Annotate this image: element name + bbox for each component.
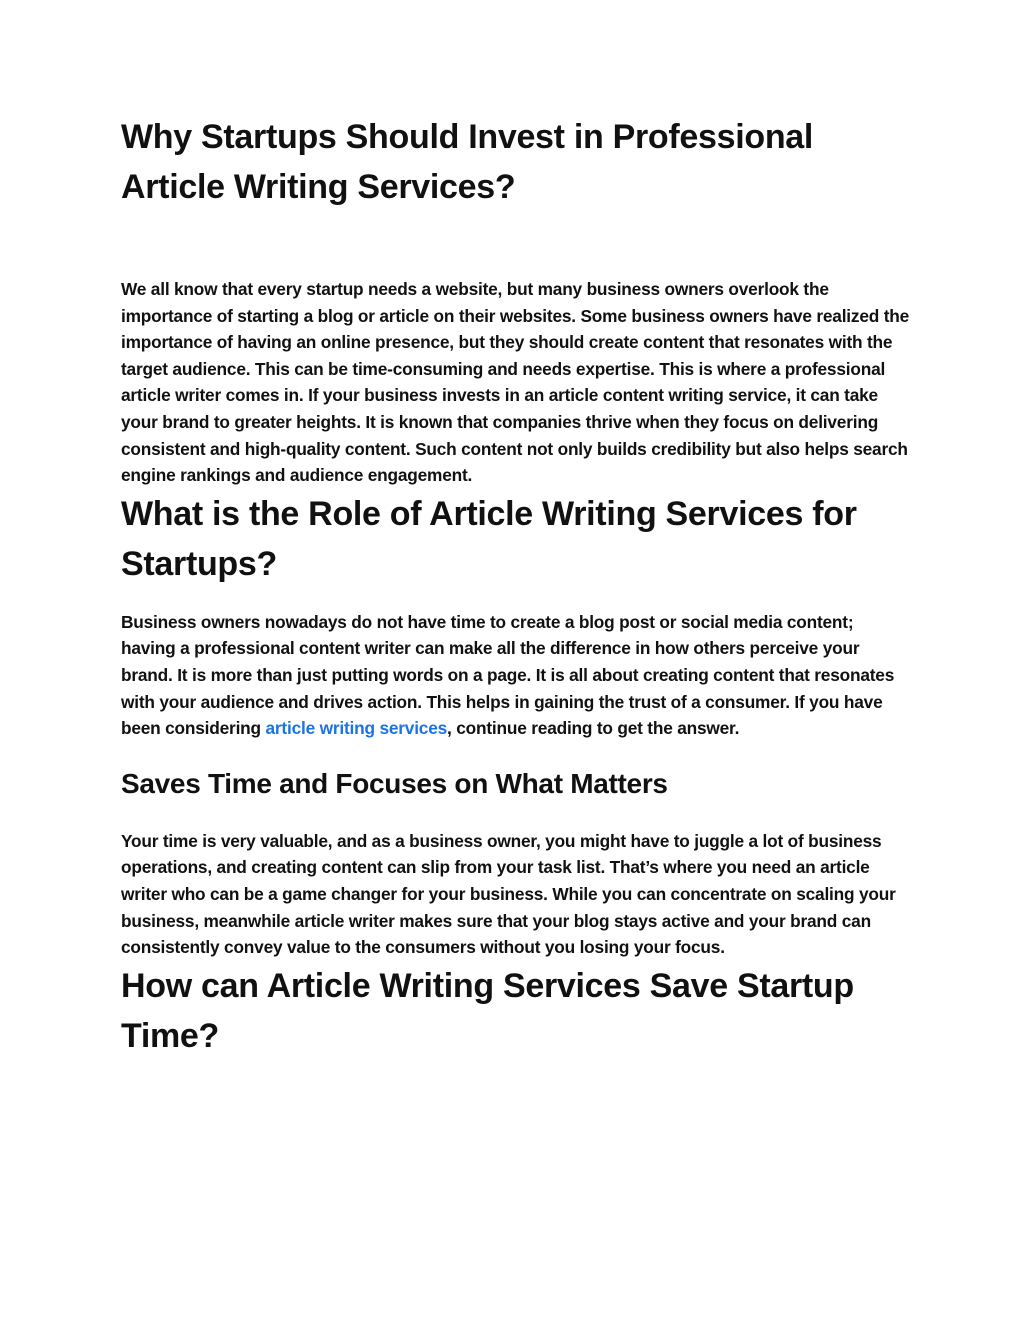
intro-paragraph: We all know that every startup needs a website, but many business owners overlook the importance of starting a blog or article on their websites. Some business owners have realized the importance of having an online presence, but they should create content that resonates with the target audience. This can be time-consuming and needs expertise. This is where a professional article writer comes in. If your business invests in an article content writing service, it can take your brand to greater heights. It is known that companies thrive when they focus on delivering consistent and high-quality content. Such content not only builds credibility but also helps search engine rankings and audience engagement. [121,279,910,486]
saves-time-paragraph: Your time is very valuable, and as a business owner, you might have to juggle a lot of business operations, and creating content can slip from your task list. That’s where you need an article writer who can be a game changer for your business. While you can concentrate on scaling your business, meanwhile article writer makes sure that your blog stays active and your brand can consistently convey value to the consumers without you losing your focus. [121,830,896,958]
role-paragraph-text-after: , continue reading to get the answer. [447,718,740,739]
article-title: Why Startups Should Invest in Professional Article Writing Services? [121,118,814,206]
section-heading-saves-time: Saves Time and Focuses on What Matters [121,767,668,799]
role-paragraph [121,609,911,742]
section-heading-role: What is the Role of Article Writing Services for Startups? [121,494,857,583]
document-page [121,112,911,1061]
section-heading-save-startup-time: How can Article Writing Services Save Startup Time? [121,966,854,1055]
role-paragraph-text-before: Business owners nowadays do not have time to create a blog post or social media content; having a professional content writer can make all the difference in how others perceive your brand. It is more than just putting words on a page. It is all about creating content that resonates with your audience and drives action. This helps in gaining the trust of a consumer. If you have been considering [121,611,895,739]
article-writing-services-link[interactable]: article writing services [265,718,448,739]
